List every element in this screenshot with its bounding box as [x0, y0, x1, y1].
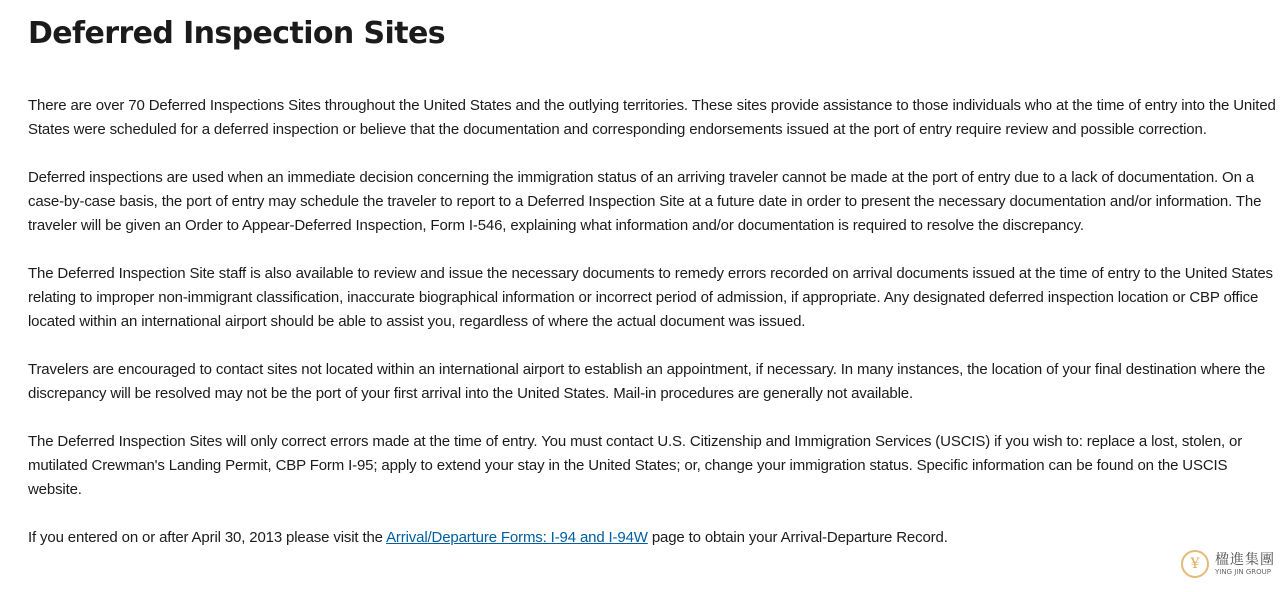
paragraph-overview: There are over 70 Deferred Inspections Sites throughout the United States and the outlying territories. These sites provide assistance to those individuals who at the time of entry into the United States were scheduled for a deferred inspection or believe that the documentation and corresponding endorsements issued at the port of entry require review and possible correction. — [28, 97, 1276, 138]
paragraph-deferred-inspections: Deferred inspections are used when an immediate decision concerning the immigration status of an arriving traveler cannot be made at the port of entry due to a lack of documentation. On a case-by-case basis, the port of entry may schedule the traveler to report to a Deferred Inspection Site at a future date in order to present the necessary documentation and/or information. The traveler will be given an Order to Appear-Deferred Inspection, Form I-546, explaining what information and/or documentation is required to resolve the discrepancy. — [28, 169, 1262, 234]
watermark-cn: 楹進集團 — [1215, 551, 1275, 568]
coin-logo-icon: ¥ — [1181, 550, 1209, 578]
watermark-text — [1215, 553, 1275, 576]
page-container — [28, 14, 1280, 574]
paragraph-i94 — [28, 526, 1280, 550]
paragraph-appointments: Travelers are encouraged to contact sites not located within an international airport to establish an appointment, if necessary. In many instances, the location of your final destination where the discrepancy will be resolved may not be the port of your first arrival into the United States. Mail-in procedures are generally not available. — [28, 361, 1266, 402]
paragraph-uscis: The Deferred Inspection Sites will only correct errors made at the time of entry. You must contact U.S. Citizenship and Immigration Services (USCIS) if you wish to: replace a lost, stolen, or mutilated Crewman's Landing Permit, CBP Form I-95; apply to extend your stay in the United States; or, change your immigration status. Specific information can be found on the USCIS website. — [28, 433, 1243, 498]
i94-forms-link[interactable]: Arrival/Departure Forms: I-94 and I-94W — [386, 529, 648, 546]
page-title: Deferred Inspection Sites — [28, 16, 445, 51]
watermark-logo — [1181, 550, 1275, 578]
watermark-en: YING JIN GROUP — [1215, 567, 1271, 576]
paragraph-i94-after: page to obtain your Arrival-Departure Record. — [647, 529, 948, 546]
paragraph-i94-before: If you entered on or after April 30, 2013 please visit the — [28, 529, 387, 546]
main-content — [28, 94, 1280, 550]
paragraph-site-staff: The Deferred Inspection Site staff is also available to review and issue the necessary documents to remedy errors recorded on arrival documents issued at the time of entry to the United States relating to improper non-immigrant classification, inaccurate biographical information or incorrect period of admission, if appropriate. Any designated deferred inspection location or CBP office located within an international airport should be able to assist you, regardless of where the actual document was issued. — [28, 265, 1273, 330]
